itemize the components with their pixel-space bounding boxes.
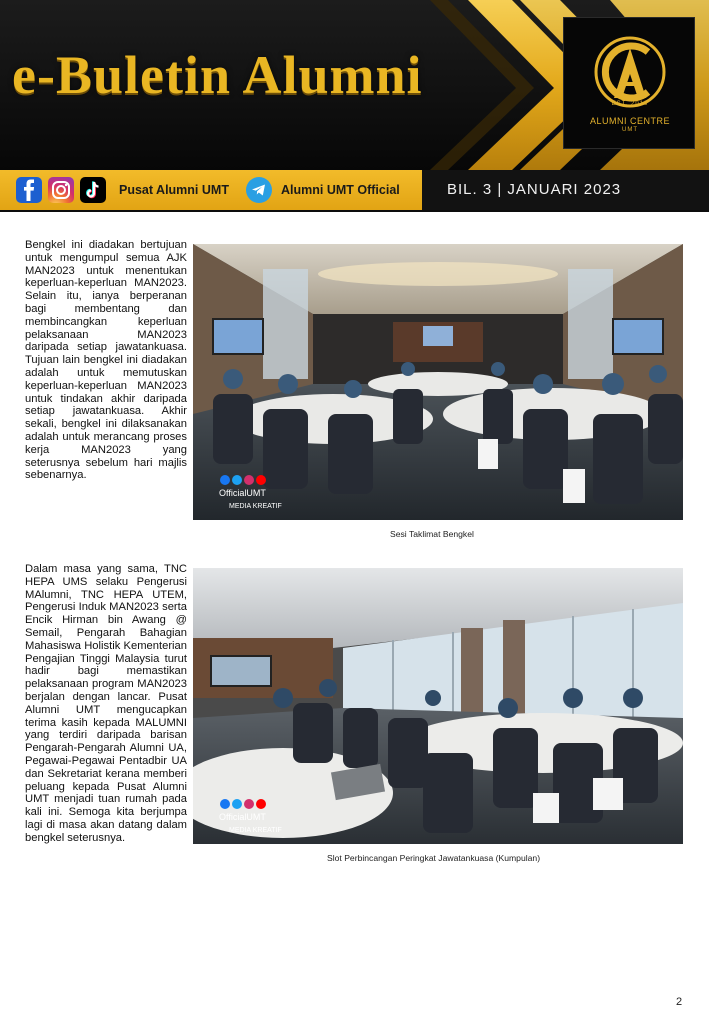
pusat-alumni-umt-label[interactable]: Pusat Alumni UMT: [119, 183, 229, 197]
instagram-icon[interactable]: [48, 177, 74, 203]
watermark-handle: OfficialUMT: [219, 812, 266, 822]
photo-caption-1: Sesi Taklimat Bengkel: [390, 529, 474, 539]
watermark-name: MEDIA KREATIF: [229, 827, 282, 834]
issue-number-date: BIL. 3 | JANUARI 2023: [447, 181, 622, 198]
logo-name: ALUMNI CENTRE: [589, 116, 670, 126]
photo-caption-2: Slot Perbincangan Peringkat Jawatankuasa (Kumpulan): [327, 853, 541, 863]
watermark-handle: OfficialUMT: [219, 488, 266, 498]
logo-sub: UMT: [622, 127, 638, 133]
alumni-centre-logo: [563, 17, 695, 149]
telegram-icon[interactable]: [246, 177, 272, 203]
article-paragraph-2: Dalam masa yang sama, TNC HEPA UMS selaku Pengerusi MAlumni, TNC HEPA UTEM, Pengerusi Induk MAN2023 serta Encik Hirman bin Awang @ Semail, Pengarah Bahagian Mahasiswa Holistik Kementerian Pengajian Tinggi Malaysia turut hadir bagi memastikan pelaksanaan program MAN2023 berjalan dengan lancar. Pusat Alumni UMT mengucapkan terima kasih kepada MALUMNI yang terdiri daripada barisan Pengarah-Pengarah Alumni UA, Pegawai-Pegawai Pentadbir UA dan Sekretariat kerana memberi peluang kepada Pusat Alumni UMT menjadi tuan rumah pada kali ini. Semoga kita berjumpa lagi di masa akan datang dalam bengkel seterusnya.: [25, 563, 187, 844]
conference-room-photo-1: [193, 244, 683, 520]
conference-room-photo-2: [193, 568, 683, 844]
page-number: 2: [676, 996, 683, 1008]
photo-briefing-session: [193, 244, 683, 520]
article-paragraph-1: Bengkel ini diadakan bertujuan untuk mengumpul semua AJK MAN2023 untuk menentukan keperluan-keperluan MAN2023. Selain itu, ianya berperanan bagi membentang dan membincangkan keperluan pelaksanaan MAN2023 daripada setiap jawatankuasa. Tujuan lain bengkel ini diadakan adalah untuk memutuskan keperluan-keperluan MAN2023 untuk tindakan akhir daripada setiap jawatankuasa. Akhir sekali, bengkel ini dilaksanakan adalah untuk merancang proses kerja MAN2023 yang seterusnya sebelum hari majlis sebenarnya.: [25, 239, 187, 482]
watermark-name: MEDIA KREATIF: [229, 503, 282, 510]
facebook-icon[interactable]: [16, 177, 42, 203]
bulletin-header: [0, 0, 709, 212]
bulletin-title: e-Buletin Alumni: [12, 45, 423, 105]
photo-committee-discussion: [193, 568, 683, 844]
tiktok-icon[interactable]: [80, 177, 106, 203]
logo-year: EST. 2019: [611, 101, 649, 107]
alumni-umt-official-label[interactable]: Alumni UMT Official: [281, 183, 400, 197]
